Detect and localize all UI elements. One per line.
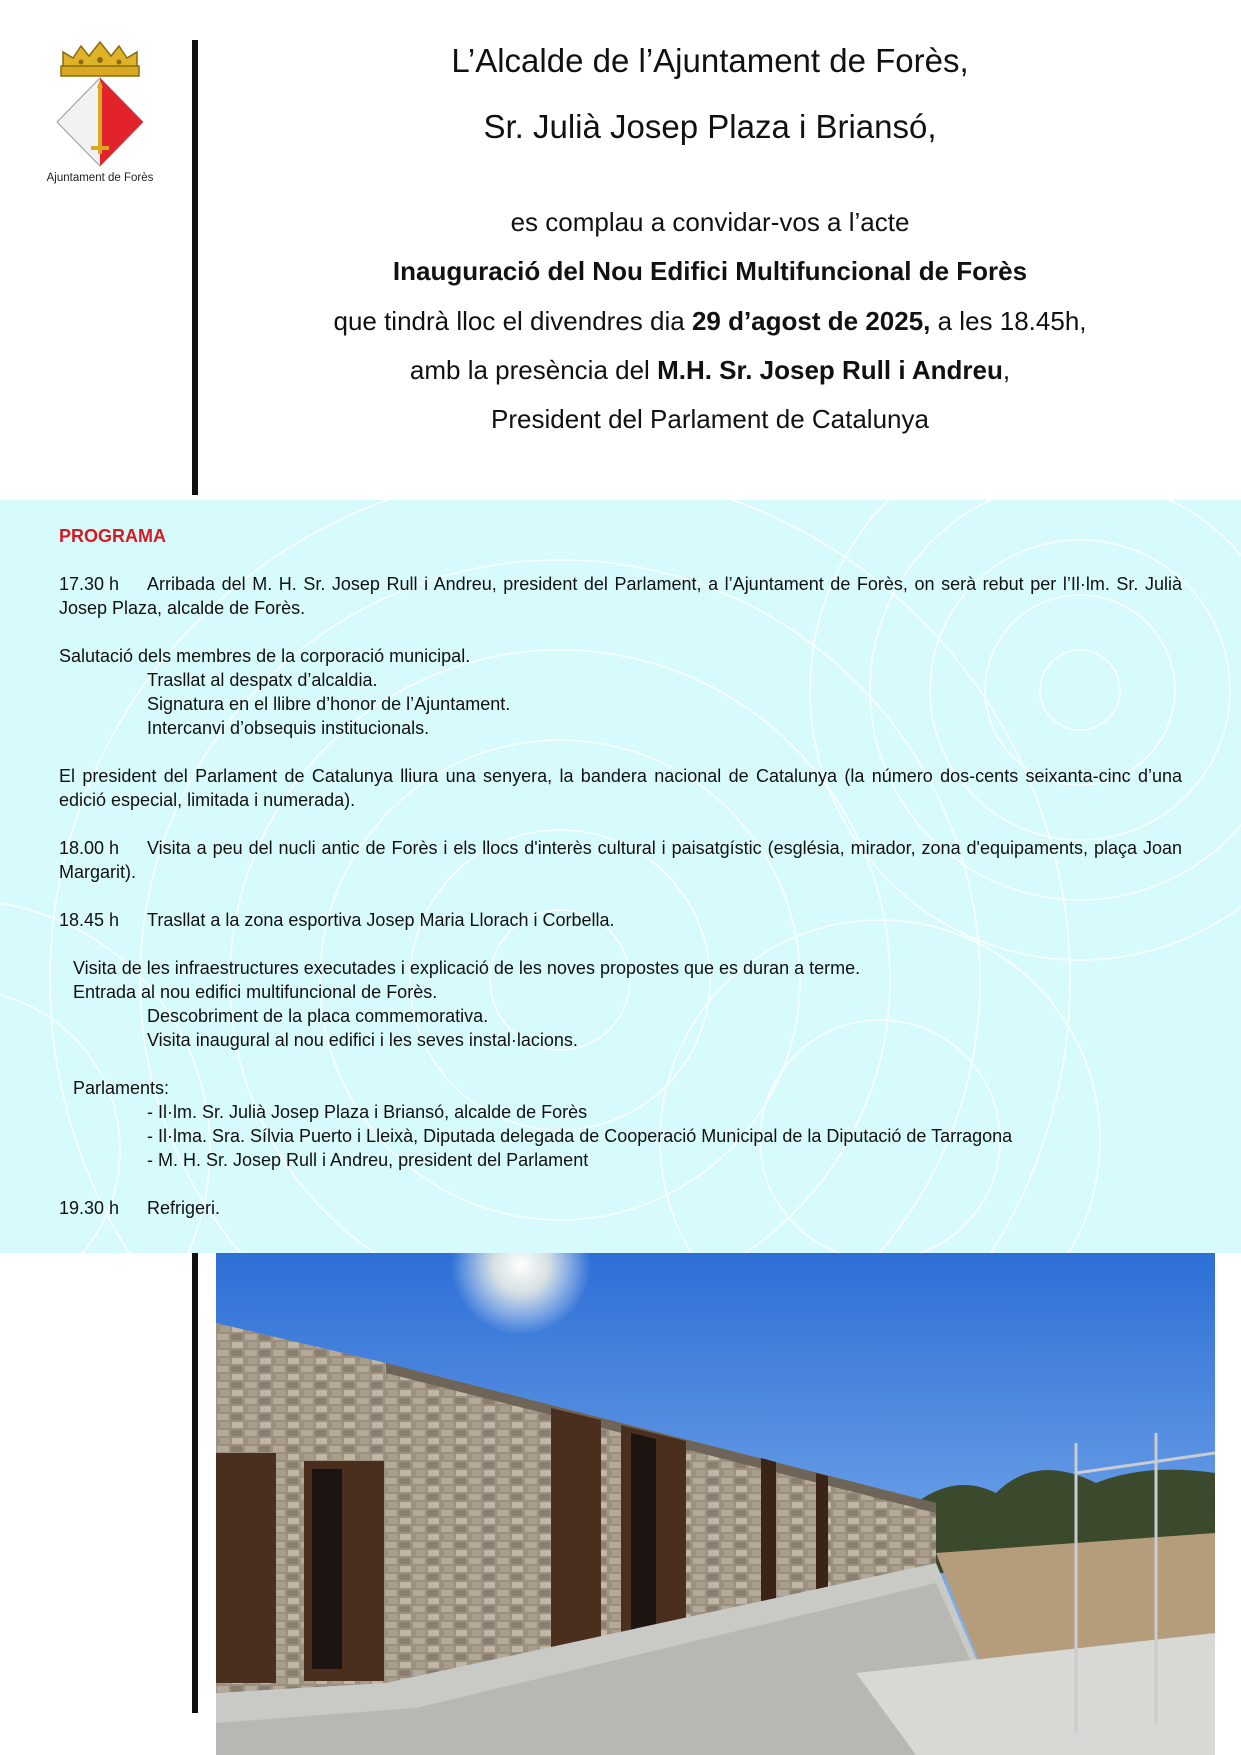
date-suffix: a les 18.45h, [930,306,1087,336]
entrada-text: Entrada al nou edifici multifuncional de Forès. [73,982,438,1002]
item-text: Refrigeri. [147,1198,221,1218]
sub-item: Visita inaugural al nou edifici i les seves instal·lacions. [147,1030,578,1050]
sub-item: Intercanvi d’obsequis institucionals. [147,718,430,738]
header-line-1: L’Alcalde de l’Ajuntament de Forès, [451,42,969,79]
header-line-2: Sr. Julià Josep Plaza i Briansó, [483,108,937,145]
item-text: Trasllat a la zona esportiva Josep Maria Llorach i Corbella. [147,910,615,930]
date-prefix: que tindrà lloc el divendres dia [333,306,692,336]
program-item-1845 [59,908,1182,932]
crest-label: Ajuntament de Forès [46,172,154,184]
item-text: Arribada del M. H. Sr. Josep Rull i Andreu, president del Parlament, a l’Ajuntament de Forès, on serà rebut per l’Il·lm. Sr. Julià Josep Plaza, alcalde de Forès. [59,574,1182,618]
program-salutacio-block [59,644,1182,740]
event-title: Inauguració del Nou Edifici Multifuncional de Forès [392,256,1028,286]
building-photo [216,1253,1215,1755]
speaker-item: - M. H. Sr. Josep Rull i Andreu, president del Parlament [147,1150,589,1170]
vertical-rule-bottom [192,1253,198,1713]
program-parlaments-block [59,1076,1182,1172]
senyera-paragraph: El president del Parlament de Catalunya lliura una senyera, la bandera nacional de Catalunya (la número dos-cents seixanta-cinc d’una edició especial, limitada i numerada). [59,766,1182,810]
item-time: 18.45 h [59,910,120,930]
salutacio-text: Salutació dels membres de la corporació municipal. [59,646,471,666]
program-item-1730 [59,572,1182,620]
guest-suffix: , [1002,355,1011,385]
item-time: 18.00 h [59,838,120,858]
program-title: PROGRAMA [59,526,166,546]
program-item-1930 [59,1196,1182,1220]
parlaments-label: Parlaments: [73,1078,170,1098]
item-time: 17.30 h [59,574,120,594]
program-item-1800 [59,836,1182,884]
municipal-crest [40,40,160,190]
speaker-item: - Il·lma. Sra. Sílvia Puerto i Lleixà, Diputada delegada de Cooperació Municipal de la Diputació de Tarragona [147,1126,1013,1146]
stone-building-image [216,1253,1215,1755]
event-date: 29 d’agost de 2025, [691,306,931,336]
program-section [0,500,1241,1253]
sub-item: Trasllat al despatx d’alcaldia. [147,670,378,690]
sub-item: Descobriment de la placa commemorativa. [147,1006,489,1026]
sub-item: Signatura en el llibre d’honor de l’Ajuntament. [147,694,511,714]
item-text: Visita a peu del nucli antic de Forès i els llocs d'interès cultural i paisatgístic (església, mirador, zona d'equipaments, plaça Joan Margarit). [59,838,1182,882]
invite-line: es complau a convidar-vos a l’acte [510,207,910,237]
speaker-item: - Il·lm. Sr. Julià Josep Plaza i Briansó, alcalde de Forès [147,1102,588,1122]
coat-of-arms-icon [55,40,145,170]
vertical-rule-top [192,40,198,495]
program-visita-block [59,956,1182,1052]
visita-text: Visita de les infraestructures executades i explicació de les noves propostes que es duran a terme. [73,958,861,978]
event-date-line [230,306,1190,337]
guest-name: M.H. Sr. Josep Rull i Andreu [657,355,1003,385]
guest-prefix: amb la presència del [409,355,658,385]
item-time: 19.30 h [59,1198,120,1218]
guest-role: President del Parlament de Catalunya [491,404,929,434]
guest-line [230,355,1190,386]
